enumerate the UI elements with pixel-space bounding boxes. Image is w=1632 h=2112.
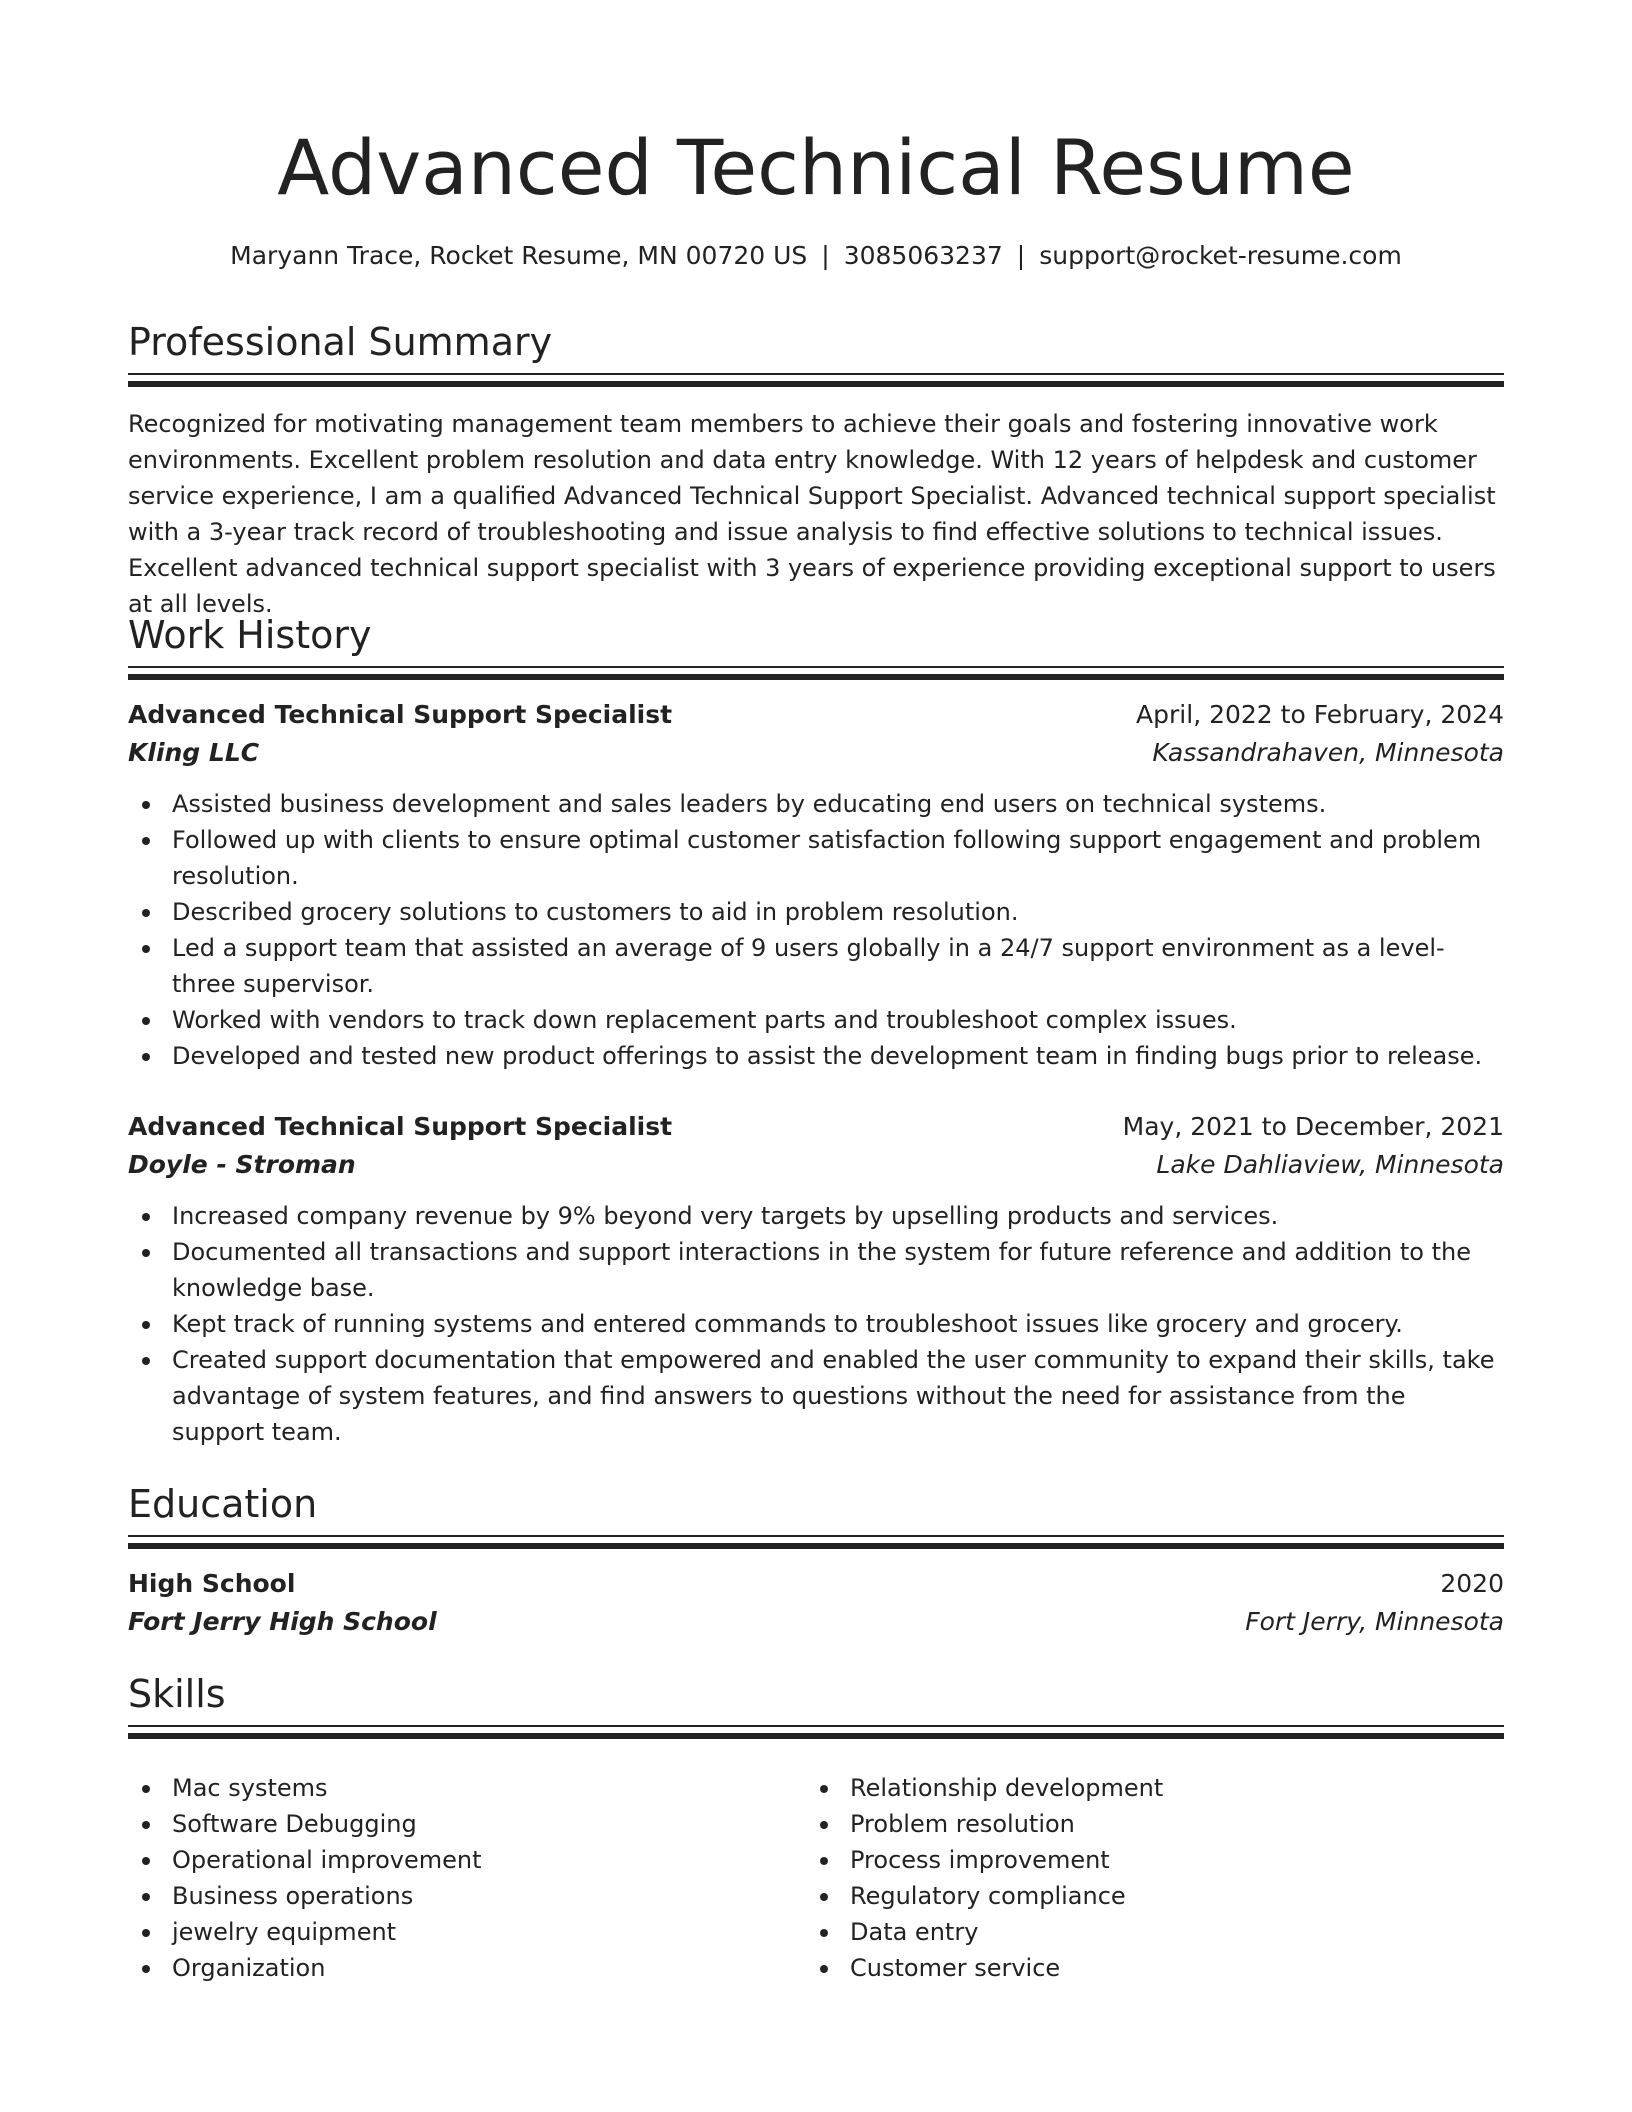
divider bbox=[128, 1733, 1504, 1739]
resume-title: Advanced Technical Resume bbox=[277, 123, 1355, 212]
job-company: Doyle - Stroman bbox=[128, 1150, 356, 1179]
education-school-row bbox=[128, 1603, 1504, 1641]
divider bbox=[128, 1535, 1504, 1537]
job-role: Advanced Technical Support Specialist bbox=[128, 1112, 673, 1141]
section-title: Skills bbox=[128, 1672, 226, 1716]
section-header-work bbox=[128, 610, 1504, 660]
section-title: Professional Summary bbox=[128, 320, 553, 364]
list-item: Worked with vendors to track down replacement parts and troubleshoot complex issues. bbox=[128, 1002, 1504, 1038]
education-year: 2020 bbox=[1440, 1569, 1504, 1598]
job-location: Kassandrahaven, Minnesota bbox=[1152, 738, 1504, 767]
job-company-row bbox=[128, 734, 1504, 772]
contact-address: Maryann Trace, Rocket Resume, MN 00720 US bbox=[230, 241, 808, 270]
skill-item: Process improvement bbox=[806, 1842, 1466, 1878]
list-item: Described grocery solutions to customers to aid in problem resolution. bbox=[128, 894, 1504, 930]
contact-phone: 3085063237 bbox=[843, 241, 1003, 270]
education-degree-row bbox=[128, 1565, 1504, 1603]
divider bbox=[128, 1543, 1504, 1549]
job-location: Lake Dahliaview, Minnesota bbox=[1156, 1150, 1504, 1179]
contact-separator: | bbox=[1016, 241, 1026, 270]
skills-list bbox=[128, 1770, 788, 1986]
skill-item: Regulatory compliance bbox=[806, 1878, 1466, 1914]
summary-text: Recognized for motivating management team members to achieve their goals and fostering innovative work environments. Excellent problem resolution and data entry knowledge. With 12 years of helpdesk and customer service experience, I am a qualified Advanced Technical Support Specialist. Advanced technical support specialist with a 3-year track record of troubleshooting and issue analysis to find effective solutions to technical issues. Excellent advanced technical support specialist with 3 years of experience providing exceptional support to users at all levels. bbox=[128, 410, 1496, 618]
job-bullets bbox=[128, 1198, 1504, 1450]
contact-line bbox=[128, 238, 1504, 274]
skill-item: Software Debugging bbox=[128, 1806, 788, 1842]
contact-email: support@rocket-resume.com bbox=[1039, 241, 1402, 270]
job-dates: May, 2021 to December, 2021 bbox=[1122, 1112, 1504, 1141]
section-header-skills bbox=[128, 1669, 1504, 1719]
job-company-row bbox=[128, 1146, 1504, 1184]
job-entry bbox=[128, 696, 1504, 1074]
job-company: Kling LLC bbox=[128, 738, 260, 767]
list-item: Assisted business development and sales leaders by educating end users on technical systems. bbox=[128, 786, 1504, 822]
job-dates: April, 2022 to February, 2024 bbox=[1136, 700, 1504, 729]
list-item: Kept track of running systems and entered commands to troubleshoot issues like grocery and grocery. bbox=[128, 1306, 1504, 1342]
divider bbox=[128, 1725, 1504, 1727]
job-header-row bbox=[128, 1108, 1504, 1146]
job-header-row bbox=[128, 696, 1504, 734]
divider bbox=[128, 674, 1504, 680]
list-item: Increased company revenue by 9% beyond very targets by upselling products and services. bbox=[128, 1198, 1504, 1234]
job-role: Advanced Technical Support Specialist bbox=[128, 700, 673, 729]
skill-item: Operational improvement bbox=[128, 1842, 788, 1878]
skills-list bbox=[806, 1770, 1466, 1986]
divider bbox=[128, 666, 1504, 668]
skill-item: Business operations bbox=[128, 1878, 788, 1914]
list-item: Documented all transactions and support interactions in the system for future reference and addition to the knowledge base. bbox=[128, 1234, 1504, 1306]
skill-item: Organization bbox=[128, 1950, 788, 1986]
skill-item: Customer service bbox=[806, 1950, 1466, 1986]
divider bbox=[128, 381, 1504, 387]
education-degree: High School bbox=[128, 1569, 296, 1598]
section-title: Work History bbox=[128, 613, 372, 657]
section-title: Education bbox=[128, 1482, 318, 1526]
list-item: Followed up with clients to ensure optimal customer satisfaction following support engagement and problem resolution. bbox=[128, 822, 1504, 894]
education-location: Fort Jerry, Minnesota bbox=[1245, 1607, 1504, 1636]
list-item: Led a support team that assisted an average of 9 users globally in a 24/7 support environment as a level-three supervisor. bbox=[128, 930, 1504, 1002]
skill-item: Mac systems bbox=[128, 1770, 788, 1806]
divider bbox=[128, 373, 1504, 375]
contact-separator: | bbox=[821, 241, 830, 270]
list-item: Developed and tested new product offerings to assist the development team in finding bugs prior to release. bbox=[128, 1038, 1504, 1074]
skill-item: jewelry equipment bbox=[128, 1914, 788, 1950]
job-entry bbox=[128, 1108, 1504, 1450]
skills-column-right bbox=[806, 1770, 1466, 1986]
job-bullets bbox=[128, 786, 1504, 1074]
section-header-education bbox=[128, 1479, 1504, 1529]
list-item: Created support documentation that empowered and enabled the user community to expand their skills, take advantage of system features, and find answers to questions without the need for assistance from the support team. bbox=[128, 1342, 1504, 1450]
education-school: Fort Jerry High School bbox=[128, 1607, 437, 1636]
skill-item: Problem resolution bbox=[806, 1806, 1466, 1842]
education-entry bbox=[128, 1565, 1504, 1641]
skill-item: Relationship development bbox=[806, 1770, 1466, 1806]
skills-column-left bbox=[128, 1770, 788, 1986]
skill-item: Data entry bbox=[806, 1914, 1466, 1950]
section-header-summary bbox=[128, 317, 1504, 367]
